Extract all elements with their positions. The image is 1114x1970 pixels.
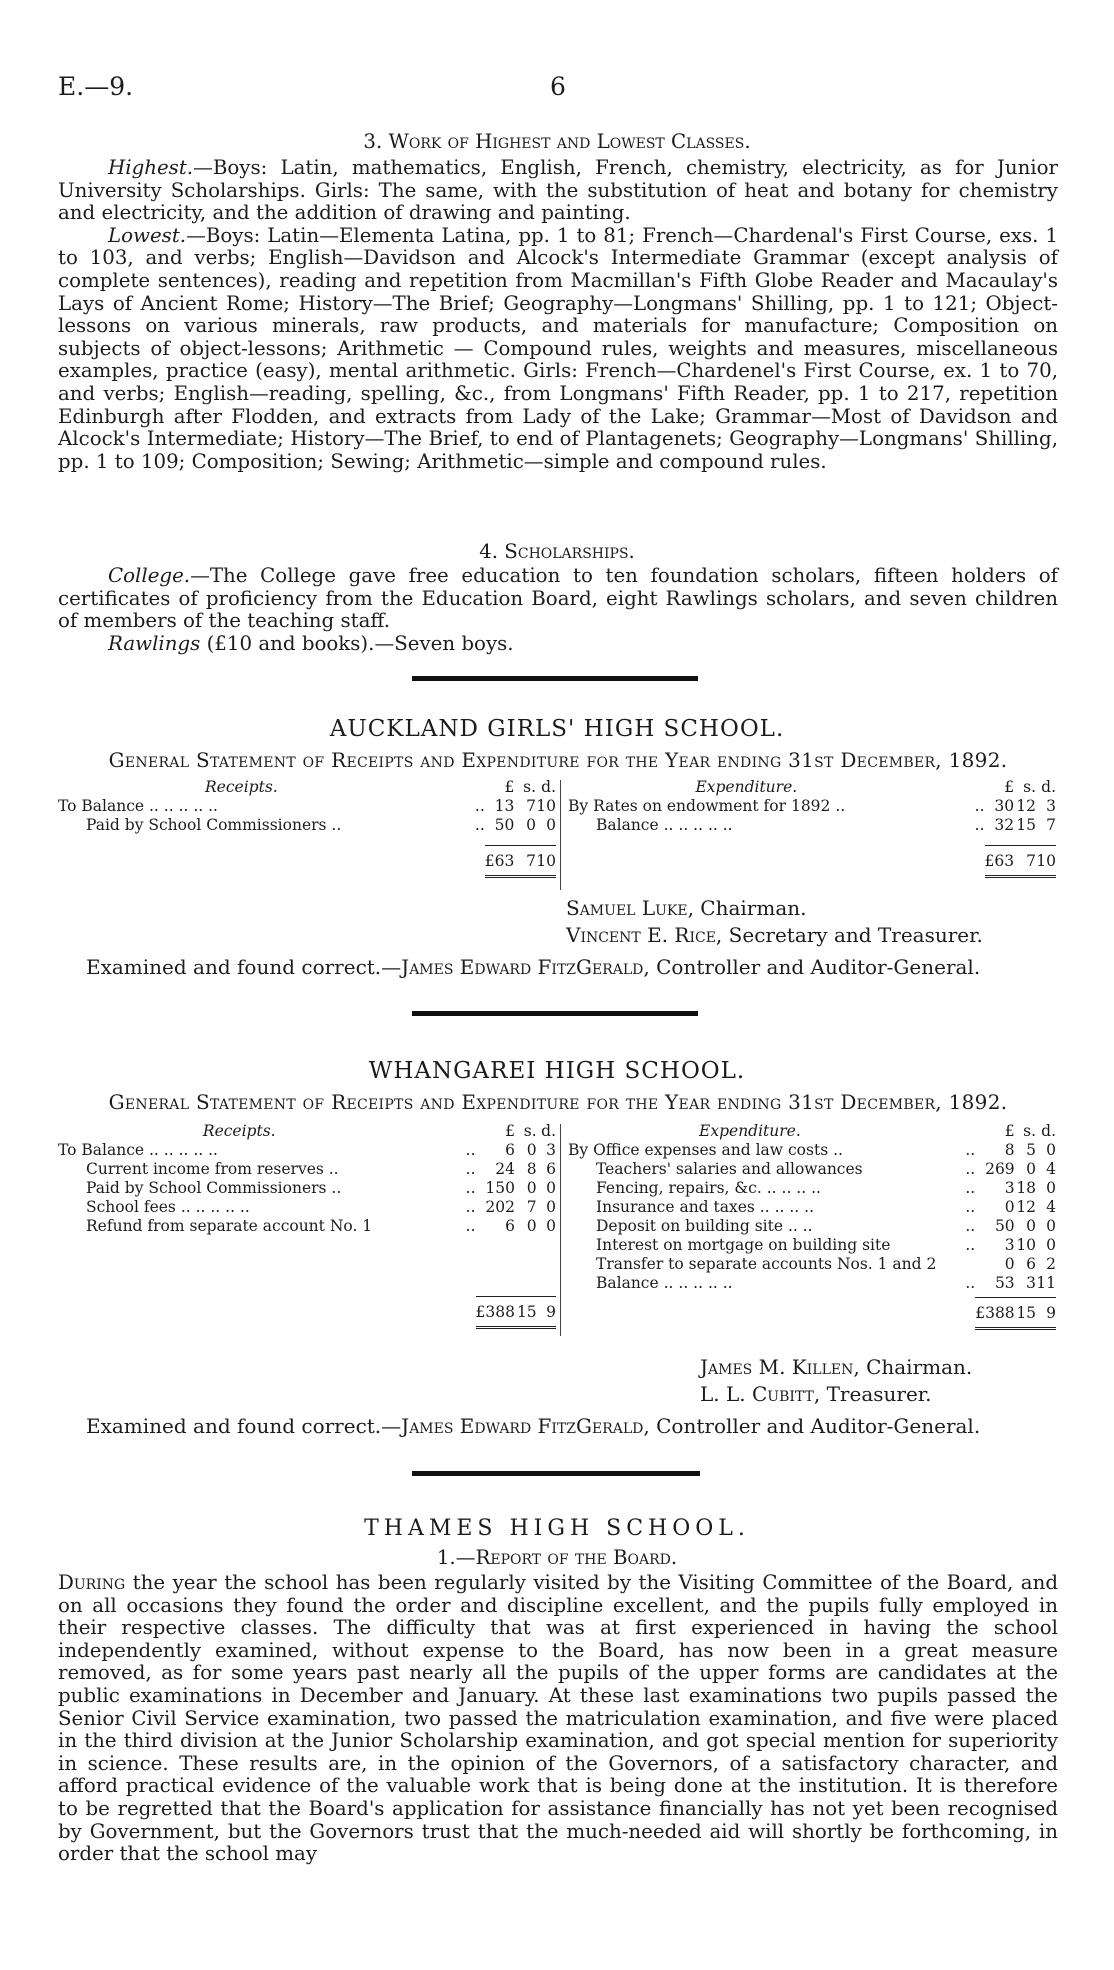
total-row: £388 15 9 [475, 1302, 556, 1321]
highest-label: Highest. [108, 156, 194, 179]
shillings-heading: s. [523, 778, 536, 796]
thames-title: THAMES HIGH SCHOOL. [364, 1516, 750, 1541]
table-row: Interest on mortgage on building site .. 3 10 0 [596, 1236, 1056, 1254]
receipts-heading: Receipts. [205, 778, 278, 796]
thames-paragraph: During the year the school has been regularly visited by the Visiting Committee of the Board, and on all occasions they found the order and discipline excellent, and the pupils fully employed in their respective classes. The difficulty that was at first experienced in having the school independently examined, without expense to the Board, has now been in a great measure removed, as for some years past nearly all the pupils of the upper forms are candidates at the public examinations in December and January. At these last examinations two pupils passed the Senior Civil Service examination, two passed the matriculation examination, and five were placed in the third division at the Junior Scholarship examination, and got special mention for superiority in science. These results are, in the opinion of the Governors, of a satisfactory character, and afford practical evidence of the valuable work that is being done at the institution. It is therefore to be regretted that the Board's application for assistance financially has not yet been recognised by Government, but the Governors trust that the much-needed aid will shortly be forthcoming, in order that the school may [58, 1571, 1058, 1866]
pounds-heading: £ [504, 778, 515, 796]
table-row: Balance .. .. .. .. .. .. 53 3 11 [596, 1274, 1056, 1292]
auckland-title: AUCKLAND GIRLS' HIGH SCHOOL. [329, 716, 785, 742]
total-row: £388 15 9 [975, 1303, 1056, 1322]
whangarei-receipts-table: Receipts. £ s. d. To Balance .. .. .. .. .. .. 6 0 3 Current income from reserves .. .. 24 8 6 Paid by School Commissioners .. .. 150 0 0 School fees .. .. .. .. .. .. 202 7 0 Refund from separate account No. 1 .. 6 0 0 £388 15 9 [58, 1122, 556, 1329]
lowest-text: —Boys: Latin—Elementa Latina, pp. 1 to 81; French—Chardenal's First Course, exs. 1 to 103, and verbs; English—Davidson and Alcock's Intermediate Grammar (except analysis of complete sentences), reading and repetition from Macmillan's Fifth Globe Reader and Macaulay's Lays of Ancient Rome; History—The Brief; Geography—Longmans' Shilling, pp. 1 to 121; Object-lessons on various minerals, raw products, and materials for manufacture; Composition on subjects of object-lessons; Arithmetic — Compound rules, weights and measures, miscellaneous examples, practice (easy), mental arithmetic. Girls: French—Chardenel's First Course, ex. 1 to 70, and verbs; English—reading, spelling, &c., from Longmans' Fifth Reader, pp. 1 to 217, repetition Edinburgh after Flodden, and extracts from Lady of the Lake; Grammar—Most of Davidson and Alcock's Intermediate; History—The Brief, to end of Plantagenets; Geography—Longmans' Shilling, pp. 1 to 109; Composition; Sewing; Arithmetic—simple and compound rules. [58, 223, 1058, 473]
column-divider [560, 1124, 561, 1336]
table-row: Insurance and taxes .. .. .. .. .. 0 12 4 [596, 1198, 1056, 1216]
college-text: —The College gave free education to ten foundation scholars, fifteen holders of certificates of proficiency from the Education Board, eight Rawlings scholars, and seven children of members of the teaching staff. [58, 564, 1058, 633]
section-3-heading: 3. Work of Highest and Lowest Classes. [363, 130, 751, 153]
table-row: To Balance .. .. .. .. .. .. 13 7 10 [58, 797, 556, 815]
whangarei-expenditure-table: Expenditure. £ s. d. By Office expenses and law costs .. .. 8 5 0 Teachers' salaries and allowances .. 269 0 4 Fencing, repairs, &c. .. .. .. .. .. 3 18 0 Insurance and taxes .. .. .. .. .. 0 12 4 Deposit on building site .. .. .. 50 0 0 Interest on mortgage on building site .. 3 10 0 Transfer to separate accounts Nos. 1 and 2 0 6 2 Balance .. .. .. .. .. .. 53 3 11 £388 15 9 [568, 1122, 1056, 1330]
column-divider [560, 780, 561, 890]
total-row: £63 7 10 [984, 851, 1056, 870]
table-row: Fencing, repairs, &c. .. .. .. .. .. 3 18 0 [596, 1179, 1056, 1197]
table-row: By Office expenses and law costs .. .. 8 5 0 [568, 1141, 1056, 1159]
auckland-receipts-table [58, 778, 556, 878]
table-row: Paid by School Commissioners .. .. 50 0 0 [86, 816, 556, 834]
section-4-body [58, 565, 1058, 655]
page-reference: E.—9. [58, 72, 134, 101]
auckland-expenditure-table: Expenditure. £ s. d. By Rates on endowment for 1892 .. .. 30 12 3 Balance .. .. .. .. .. .. 32 15 7 £63 7 10 [568, 778, 1056, 878]
table-row: School fees .. .. .. .. .. .. 202 7 0 [86, 1198, 556, 1216]
table-row: Deposit on building site .. .. .. 50 0 0 [596, 1217, 1056, 1235]
auckland-statement-title: General Statement of Receipts and Expenditure for the Year ending 31st December, 1892. [108, 748, 1008, 772]
rawlings-text: (£10 and books).—Seven boys. [200, 631, 514, 655]
section-4-heading: 4. Scholarships. [479, 540, 635, 563]
table-row: Refund from separate account No. 1 .. 6 0 0 [86, 1217, 556, 1235]
college-label: College. [108, 564, 191, 587]
highest-text: —Boys: Latin, mathematics, English, French, chemistry, electricity, as for Junior University Scholarships. Girls: The same, with the substitution of heat and botany for chemistry and electricity, and the addition of drawing and painting. [58, 156, 1058, 225]
whangarei-title: WHANGAREI HIGH SCHOOL. [368, 1058, 746, 1084]
section-3-body [58, 157, 1058, 473]
whangarei-statement-title: General Statement of Receipts and Expenditure for the Year ending 31st December, 1892. [108, 1090, 1008, 1114]
table-row: Paid by School Commissioners .. .. 150 0 0 [86, 1179, 556, 1197]
auckland-auditor-line: Examined and found correct.—James Edward FitzGerald, Controller and Auditor-General. [86, 955, 981, 979]
pence-heading: d. [541, 778, 556, 796]
auckland-signatures: Samuel Luke, Chairman. Vincent E. Rice, Secretary and Treasurer. [566, 896, 983, 947]
table-row: Current income from reserves .. .. 24 8 6 [86, 1160, 556, 1178]
expenditure-heading: Expenditure. [695, 778, 798, 796]
whangarei-signatures: James M. Killen, Chairman. L. L. Cubitt, Treasurer. [700, 1355, 973, 1406]
whangarei-auditor-line: Examined and found correct.—James Edward FitzGerald, Controller and Auditor-General. [86, 1414, 981, 1438]
table-row: Transfer to separate accounts Nos. 1 and 2 0 6 2 [596, 1255, 1056, 1273]
rawlings-paragraph [58, 633, 1058, 656]
divider-rule [412, 1471, 700, 1476]
table-row: By Rates on endowment for 1892 .. .. 30 12 3 [568, 797, 1056, 815]
table-row: To Balance .. .. .. .. .. .. 6 0 3 [58, 1141, 556, 1159]
college-paragraph [58, 565, 1058, 633]
table-row: Teachers' salaries and allowances .. 269 0 4 [596, 1160, 1056, 1178]
divider-rule [412, 676, 698, 681]
highest-paragraph [58, 157, 1058, 225]
page-number: 6 [550, 72, 566, 101]
thames-subheading: 1.—Report of the Board. [436, 1546, 678, 1569]
table-row: Balance .. .. .. .. .. .. 32 15 7 [596, 816, 1056, 834]
lowest-label: Lowest. [108, 223, 187, 247]
lowest-paragraph [58, 225, 1058, 474]
thames-report-body [58, 1572, 1058, 1866]
rawlings-label: Rawlings [108, 631, 201, 655]
total-row: £63 7 10 [484, 851, 556, 870]
divider-rule [412, 1011, 698, 1016]
